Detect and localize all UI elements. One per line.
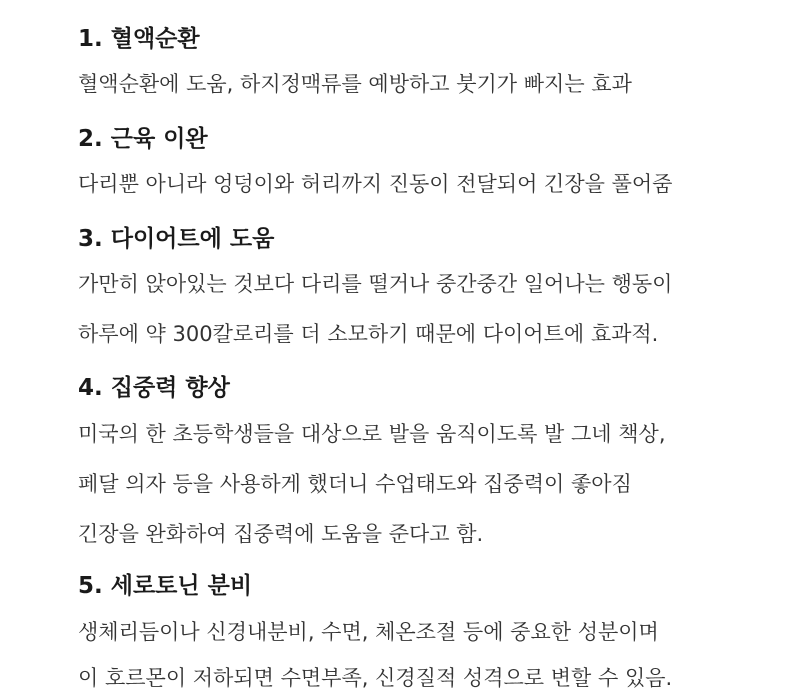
section-3-line-1: 가만히 앉아있는 것보다 다리를 떨거나 중간중간 일어나는 행동이 xyxy=(78,272,673,296)
section-4-line-2: 페달 의자 등을 사용하게 했더니 수업태도와 집중력이 좋아짐 xyxy=(78,472,632,496)
section-4-heading: 4. 집중력 향상 xyxy=(78,375,230,401)
section-3-line-2: 하루에 약 300칼로리를 더 소모하기 때문에 다이어트에 효과적. xyxy=(78,322,659,346)
section-2-line-1: 다리뿐 아니라 엉덩이와 허리까지 진동이 전달되어 긴장을 풀어줌 xyxy=(78,172,673,196)
section-1-line-1: 혈액순환에 도움, 하지정맥류를 예방하고 붓기가 빠지는 효과 xyxy=(78,72,632,96)
section-4-line-3: 긴장을 완화하여 집중력에 도움을 준다고 함. xyxy=(78,522,484,546)
section-3-heading: 3. 다이어트에 도움 xyxy=(78,226,275,252)
section-4-line-1: 미국의 한 초등학생들을 대상으로 발을 움직이도록 발 그네 책상, xyxy=(78,422,666,446)
section-1-heading: 1. 혈액순환 xyxy=(78,26,200,52)
section-2-heading: 2. 근육 이완 xyxy=(78,126,208,152)
section-5-line-1: 생체리듬이나 신경내분비, 수면, 체온조절 등에 중요한 성분이며 xyxy=(78,620,659,644)
section-5-line-2: 이 호르몬이 저하되면 수면부족, 신경질적 성격으로 변할 수 있음. xyxy=(78,666,673,690)
section-5-heading: 5. 세로토닌 분비 xyxy=(78,573,253,599)
